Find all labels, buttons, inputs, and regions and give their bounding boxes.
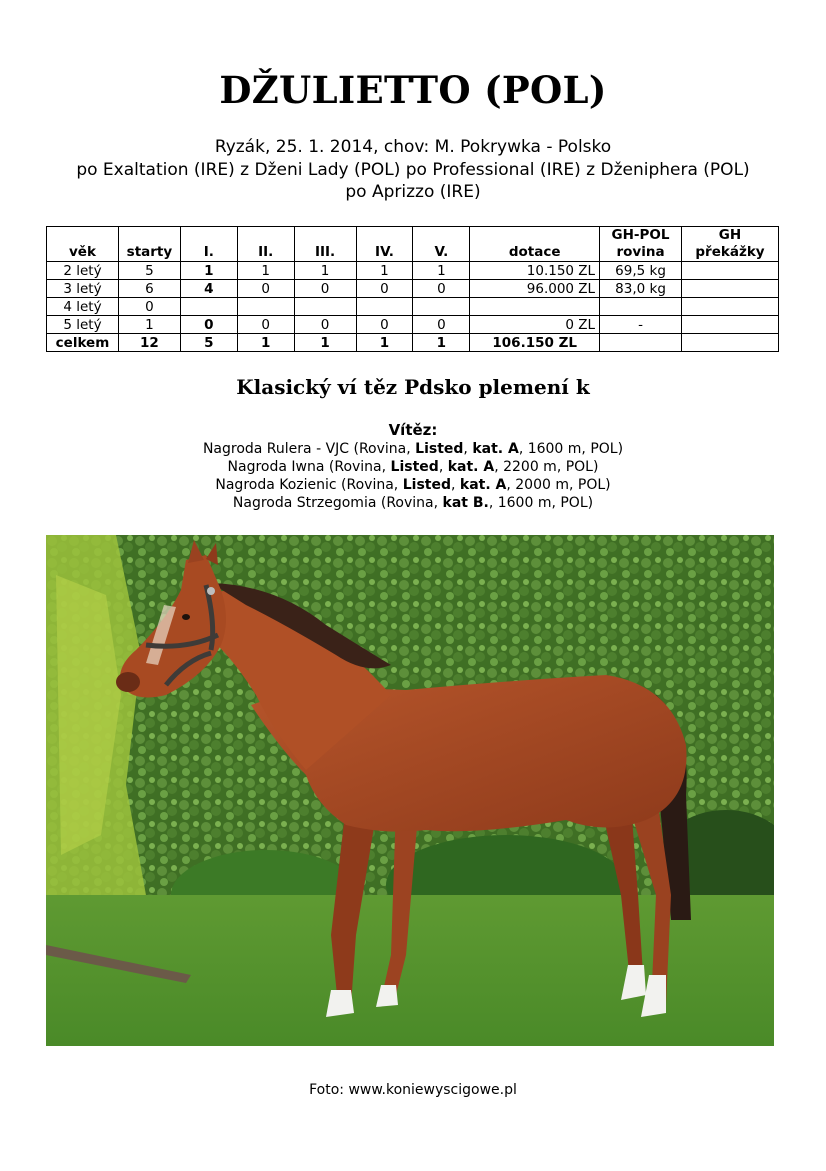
cell-fifth: 1 xyxy=(413,262,470,280)
cell-prize: 10.150 ZL xyxy=(470,262,600,280)
cell-third xyxy=(294,298,356,316)
cell-age: 3 letý xyxy=(47,280,119,298)
cell-prize: 106.150 ZL xyxy=(470,334,600,352)
race-record-table xyxy=(46,226,779,352)
win-category: kat. A xyxy=(447,459,495,475)
header-gh-pol xyxy=(600,227,682,262)
win-grade: Listed xyxy=(390,459,439,475)
cell-gh-pol xyxy=(600,334,682,352)
header-gh-pol-line1: GH-POL xyxy=(611,227,670,243)
win-text: Nagroda Strzegomia (Rovina, xyxy=(232,495,443,511)
wins-list xyxy=(0,440,826,512)
header-age: věk xyxy=(47,227,119,262)
cell-gh xyxy=(681,262,778,280)
page-title: DŽULIETTO (POL) xyxy=(219,68,607,112)
cell-age: 4 letý xyxy=(47,298,119,316)
cell-second: 1 xyxy=(237,262,294,280)
cell-first xyxy=(180,298,237,316)
cell-gh-pol xyxy=(600,298,682,316)
header-gh xyxy=(681,227,778,262)
table-total-row xyxy=(47,334,779,352)
cell-prize xyxy=(470,298,600,316)
cell-starts: 5 xyxy=(118,262,180,280)
win-sep: , xyxy=(450,477,460,493)
table-row xyxy=(47,298,779,316)
cell-gh xyxy=(681,316,778,334)
cell-first: 0 xyxy=(180,316,237,334)
win-text: Nagroda Rulera - VJC (Rovina, xyxy=(202,441,416,457)
cell-fourth: 1 xyxy=(356,262,413,280)
header-gh-pol-line2: rovina xyxy=(616,244,665,260)
list-item xyxy=(0,476,826,494)
win-details: , 2200 m, POL) xyxy=(494,459,599,475)
cell-fourth xyxy=(356,298,413,316)
cell-first: 1 xyxy=(180,262,237,280)
win-text: Nagroda Kozienic (Rovina, xyxy=(215,477,403,493)
header-gh-line2: překážky xyxy=(695,244,765,260)
cell-fourth: 0 xyxy=(356,280,413,298)
cell-fifth: 0 xyxy=(413,280,470,298)
pedigree-line-continued: po Aprizzo (IRE) xyxy=(345,182,481,202)
header-prize: dotace xyxy=(470,227,600,262)
table-row xyxy=(47,262,779,280)
cell-fourth: 0 xyxy=(356,316,413,334)
win-sep: , xyxy=(463,441,473,457)
wins-heading: Vítěz: xyxy=(388,421,438,439)
cell-second: 0 xyxy=(237,316,294,334)
header-second: II. xyxy=(237,227,294,262)
cell-gh-pol: 69,5 kg xyxy=(600,262,682,280)
cell-gh xyxy=(681,280,778,298)
photo-caption: Foto: www.koniewyscigowe.pl xyxy=(309,1082,517,1098)
cell-starts: 12 xyxy=(118,334,180,352)
header-third: III. xyxy=(294,227,356,262)
cell-gh xyxy=(681,298,778,316)
list-item xyxy=(0,440,826,458)
cell-third: 0 xyxy=(294,316,356,334)
header-fourth: IV. xyxy=(356,227,413,262)
cell-third: 0 xyxy=(294,280,356,298)
list-item xyxy=(0,494,826,512)
header-first: I. xyxy=(180,227,237,262)
horse-info-line1: Ryzák, 25. 1. 2014, chov: M. Pokrywka - Polsko xyxy=(214,137,612,157)
header-starts: starty xyxy=(118,227,180,262)
cell-third: 1 xyxy=(294,334,356,352)
section-subtitle: Klasický ví těz Pdsko plemení k xyxy=(236,375,590,399)
cell-fifth: 0 xyxy=(413,316,470,334)
table-row xyxy=(47,280,779,298)
cell-age: 2 letý xyxy=(47,262,119,280)
cell-age: 5 letý xyxy=(47,316,119,334)
win-category: kat. A xyxy=(472,441,519,457)
win-grade: Listed xyxy=(402,477,451,493)
win-text: Nagroda Iwna (Rovina, xyxy=(227,459,391,475)
win-details: , 2000 m, POL) xyxy=(506,477,611,493)
cell-third: 1 xyxy=(294,262,356,280)
cell-first: 5 xyxy=(180,334,237,352)
cell-starts: 6 xyxy=(118,280,180,298)
cell-gh-pol: - xyxy=(600,316,682,334)
cell-second: 0 xyxy=(237,280,294,298)
pedigree-line: po Exaltation (IRE) z Dženi Lady (POL) po Professional (IRE) z Dženiphera (POL) xyxy=(76,160,750,180)
horse-photo-illustration xyxy=(46,535,774,1046)
cell-gh-pol: 83,0 kg xyxy=(600,280,682,298)
cell-second xyxy=(237,298,294,316)
cell-fourth: 1 xyxy=(356,334,413,352)
cell-age: celkem xyxy=(47,334,119,352)
win-grade: kat B. xyxy=(442,495,489,511)
horse-photo xyxy=(46,535,774,1046)
cell-prize: 96.000 ZL xyxy=(470,280,600,298)
cell-gh xyxy=(681,334,778,352)
header-fifth: V. xyxy=(413,227,470,262)
cell-starts: 1 xyxy=(118,316,180,334)
cell-fifth: 1 xyxy=(413,334,470,352)
cell-starts: 0 xyxy=(118,298,180,316)
win-details: , 1600 m, POL) xyxy=(488,495,594,511)
cell-prize: 0 ZL xyxy=(470,316,600,334)
table-header-row xyxy=(47,227,779,262)
cell-second: 1 xyxy=(237,334,294,352)
cell-first: 4 xyxy=(180,280,237,298)
win-sep: , xyxy=(438,459,448,475)
table-row xyxy=(47,316,779,334)
list-item xyxy=(0,458,826,476)
win-details: , 1600 m, POL) xyxy=(518,441,624,457)
header-gh-line1: GH xyxy=(718,227,742,243)
win-category: kat. A xyxy=(459,477,507,493)
win-grade: Listed xyxy=(415,441,464,457)
cell-fifth xyxy=(413,298,470,316)
